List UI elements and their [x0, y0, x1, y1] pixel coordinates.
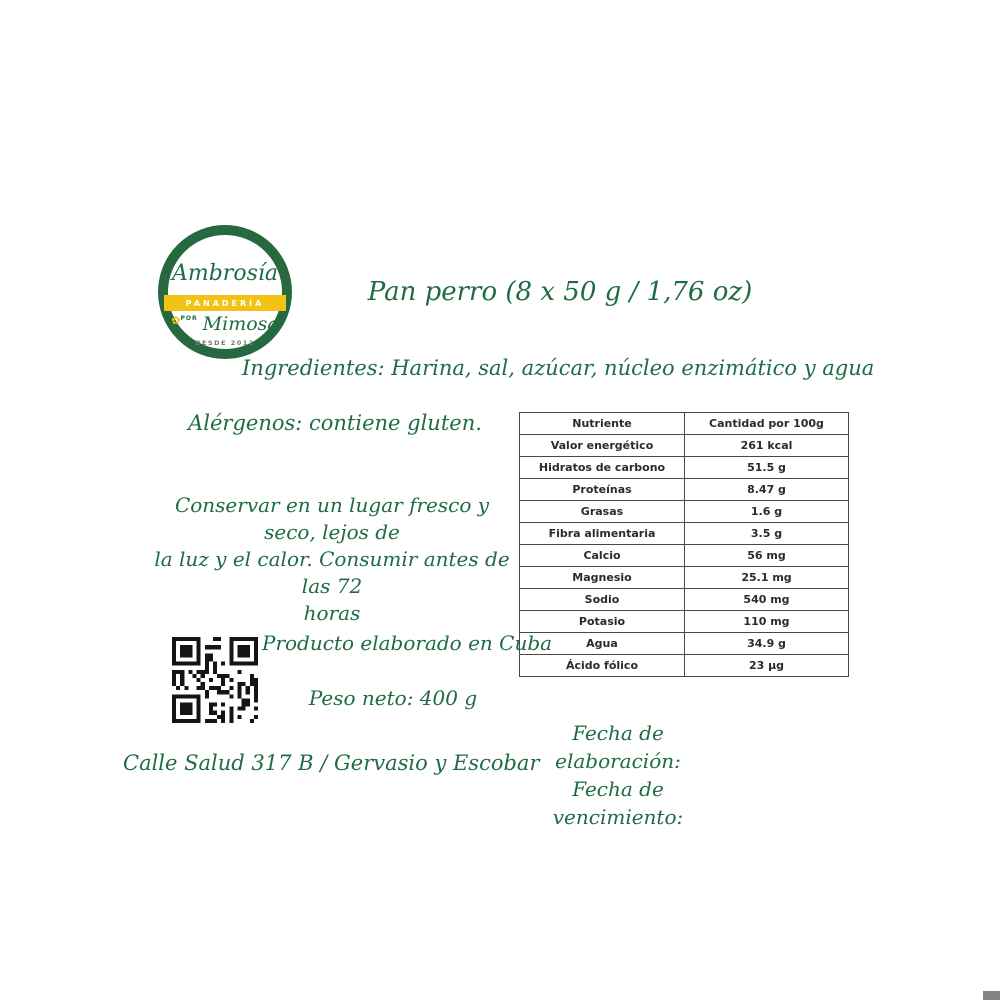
table-cell: Valor energético [520, 435, 685, 457]
table-row [520, 457, 849, 479]
table-cell: 56 mg [685, 545, 849, 567]
table-cell: 51.5 g [685, 457, 849, 479]
table-row [520, 523, 849, 545]
allergens-text: Alérgenos: contiene gluten. [188, 411, 482, 435]
logo-mimosa-text: Mimosa [202, 313, 279, 335]
nutrient-column-header: Nutriente [520, 413, 685, 435]
storage-line-1: Conservar en un lugar fresco y seco, lejos de [174, 493, 490, 544]
table-cell: 110 mg [685, 611, 849, 633]
table-cell: Fibra alimentaria [520, 523, 685, 545]
address-text: Calle Salud 317 B / Gervasio y Escobar [123, 751, 540, 775]
qr-code [172, 637, 258, 723]
storage-line-3: horas [303, 601, 361, 625]
nutrition-table-header-row [520, 413, 849, 435]
table-cell: Sodio [520, 589, 685, 611]
logo-brand-text: Ambrosía [171, 261, 279, 286]
table-cell: Hidratos de carbono [520, 457, 685, 479]
table-cell: 3.5 g [685, 523, 849, 545]
table-row [520, 545, 849, 567]
table-cell: 25.1 mg [685, 567, 849, 589]
made-in-text: Producto elaborado en Cuba [262, 631, 553, 655]
table-row [520, 435, 849, 457]
logo-por-text: POR [180, 315, 198, 322]
table-cell: Ácido fólico [520, 655, 685, 677]
logo-since-text: DESDE 2011 [195, 339, 255, 347]
table-row [520, 501, 849, 523]
table-cell: 23 µg [685, 655, 849, 677]
logo-band-text: PANADERÍA [185, 298, 265, 308]
net-weight-text: Peso neto: 400 g [308, 686, 478, 710]
table-cell: 1.6 g [685, 501, 849, 523]
product-title: Pan perro (8 x 50 g / 1,76 oz) [367, 277, 753, 307]
amount-column-header: Cantidad por 100g [685, 413, 849, 435]
logo-subline [168, 313, 282, 335]
table-cell: 540 mg [685, 589, 849, 611]
production-date-label: Fecha de elaboración: [555, 721, 681, 773]
resize-corner-handle[interactable] [983, 991, 1000, 1000]
flower-icon: ✿ [171, 314, 181, 327]
storage-line-2: la luz y el calor. Consumir antes de las 72 [154, 547, 510, 598]
brand-logo [158, 225, 292, 359]
dates-block [508, 719, 728, 831]
table-row [520, 479, 849, 501]
table-cell: 34.9 g [685, 633, 849, 655]
table-cell: Agua [520, 633, 685, 655]
table-row [520, 611, 849, 633]
table-cell: Magnesio [520, 567, 685, 589]
table-row [520, 633, 849, 655]
table-cell: 261 kcal [685, 435, 849, 457]
table-row [520, 589, 849, 611]
table-cell: 8.47 g [685, 479, 849, 501]
ingredients-text: Ingredientes: Harina, sal, azúcar, núcleo enzimático y agua [242, 356, 875, 380]
expiry-date-label: Fecha de vencimiento: [552, 777, 684, 829]
table-cell: Calcio [520, 545, 685, 567]
nutrition-table [519, 412, 849, 677]
logo-band [164, 295, 286, 311]
nutrition-table-body [520, 435, 849, 677]
table-row [520, 655, 849, 677]
table-cell: Potasio [520, 611, 685, 633]
storage-instructions [152, 492, 512, 627]
table-cell: Grasas [520, 501, 685, 523]
table-row [520, 567, 849, 589]
table-cell: Proteínas [520, 479, 685, 501]
